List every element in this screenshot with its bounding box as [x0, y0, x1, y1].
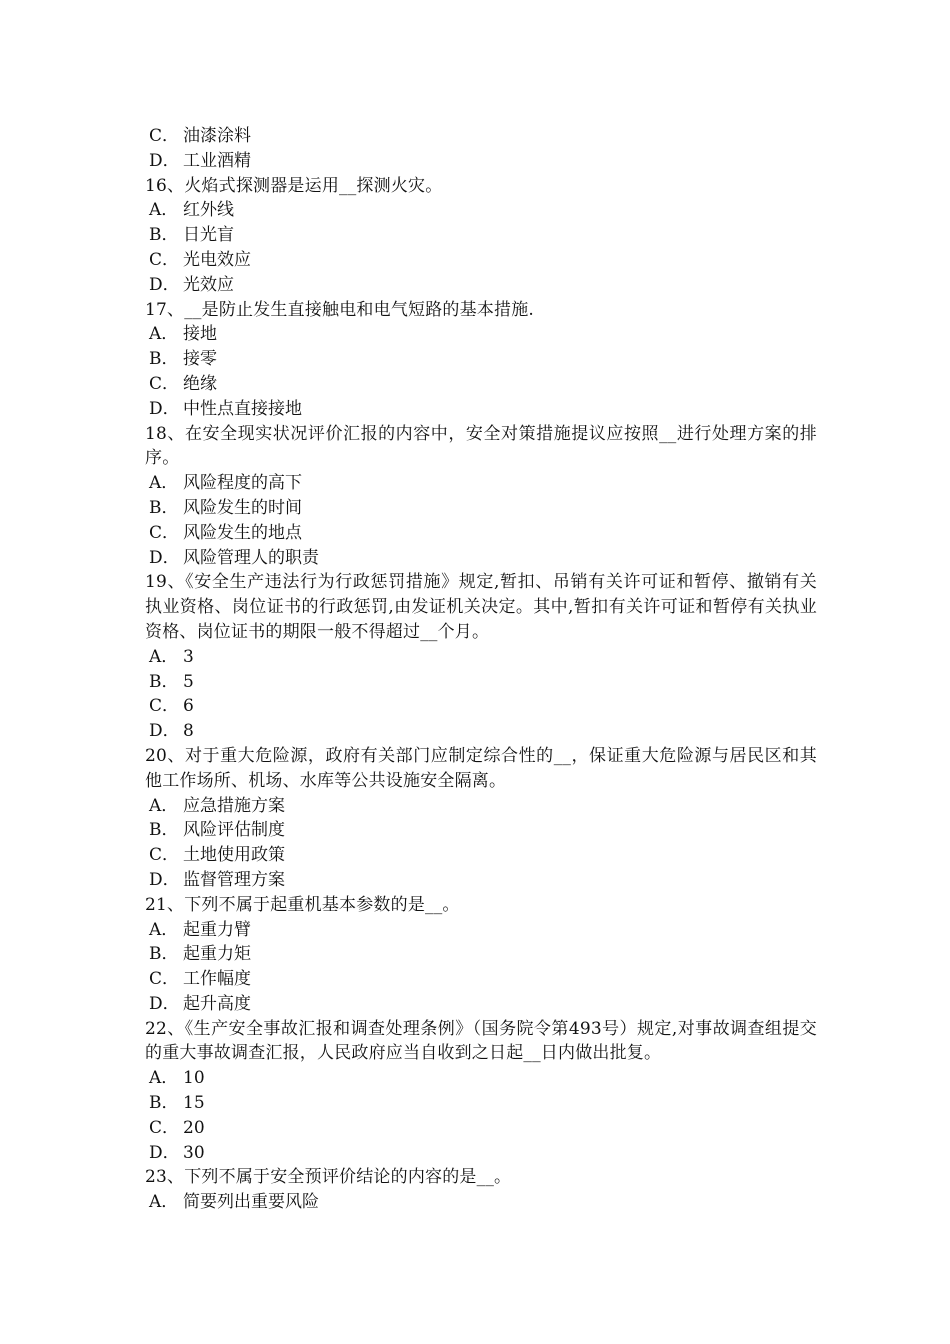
option-letter: A．	[149, 200, 179, 221]
answer-option	[145, 149, 817, 174]
option-text: 6	[183, 696, 194, 717]
option-letter: D．	[149, 398, 180, 419]
answer-option	[145, 1066, 817, 1091]
option-text: 起重力臂	[183, 919, 251, 940]
option-text: 油漆涂料	[183, 126, 251, 146]
option-text: 风险程度的高下	[183, 473, 302, 494]
question-stem: 16、火焰式探测器是运用__探测火灾。	[145, 175, 443, 196]
option-text: 8	[183, 721, 194, 742]
option-text: 接零	[183, 349, 217, 370]
answer-option	[145, 223, 817, 248]
option-text: 日光盲	[183, 225, 234, 246]
option-text: 红外线	[183, 200, 234, 221]
option-letter: B．	[149, 225, 179, 246]
option-text: 光电效应	[183, 249, 251, 270]
answer-option	[145, 868, 817, 893]
option-letter: C．	[149, 522, 180, 543]
option-text: 风险评估制度	[183, 820, 285, 841]
option-text: 土地使用政策	[183, 845, 285, 866]
option-letter: D．	[149, 993, 180, 1014]
answer-option	[145, 372, 817, 397]
option-letter: B．	[149, 349, 179, 370]
option-text: 风险管理人的职责	[183, 547, 319, 568]
question-stem: 23、下列不属于安全预评价结论的内容的是__。	[145, 1167, 512, 1188]
option-text: 5	[183, 671, 194, 692]
option-text: 监督管理方案	[183, 869, 285, 890]
option-letter: D．	[149, 1142, 180, 1163]
option-letter: A．	[149, 324, 179, 345]
answer-option	[145, 843, 817, 868]
answer-option	[145, 719, 817, 744]
answer-option	[145, 942, 817, 967]
option-text: 工业酒精	[183, 150, 251, 171]
option-letter: C．	[149, 969, 180, 990]
option-letter: C．	[149, 126, 180, 146]
option-text: 3	[183, 646, 194, 667]
answer-option	[145, 918, 817, 943]
option-letter: D．	[149, 150, 180, 171]
option-letter: C．	[149, 1117, 180, 1138]
question-stem: 22、《生产安全事故汇报和调查处理条例》（国务院令第493号）规定,对事故调查组提交的重大事故调查汇报，人民政府应当自收到之日起__日内做出批复。	[145, 1018, 817, 1064]
answer-option	[145, 248, 817, 273]
answer-option	[145, 496, 817, 521]
option-text: 绝缘	[183, 373, 217, 394]
option-letter: B．	[149, 497, 179, 518]
option-letter: B．	[149, 671, 179, 692]
option-letter: A．	[149, 473, 179, 494]
answer-option	[145, 546, 817, 571]
option-letter: B．	[149, 944, 179, 965]
answer-option	[145, 794, 817, 819]
option-letter: A．	[149, 795, 179, 816]
option-text: 光效应	[183, 274, 234, 295]
option-letter: A．	[149, 1192, 179, 1213]
answer-option	[145, 1116, 817, 1141]
option-text: 中性点直接接地	[183, 398, 302, 419]
option-text: 工作幅度	[183, 969, 251, 990]
option-text: 简要列出重要风险	[183, 1192, 319, 1213]
question-stem: 17、__是防止发生直接触电和电气短路的基本措施.	[145, 299, 535, 320]
answer-option	[145, 645, 817, 670]
answer-option	[145, 992, 817, 1017]
option-text: 风险发生的时间	[183, 497, 302, 518]
option-text: 起重力矩	[183, 944, 251, 965]
option-letter: D．	[149, 869, 180, 890]
answer-option	[145, 273, 817, 298]
answer-option	[145, 198, 817, 223]
option-text: 接地	[183, 324, 217, 345]
option-letter: A．	[149, 646, 179, 667]
answer-option	[145, 397, 817, 422]
option-letter: C．	[149, 249, 180, 270]
answer-option	[145, 1141, 817, 1166]
option-text: 起升高度	[183, 993, 251, 1014]
option-letter: B．	[149, 1093, 179, 1114]
question-stem: 21、下列不属于起重机基本参数的是__。	[145, 894, 460, 915]
option-text: 风险发生的地点	[183, 522, 302, 543]
answer-option	[145, 1091, 817, 1116]
answer-option	[145, 521, 817, 546]
answer-option	[145, 1190, 817, 1215]
document-page	[145, 124, 817, 1215]
question-stem: 19、《安全生产违法行为行政惩罚措施》规定,暂扣、吊销有关许可证和暂停、撤销有关执业资格、岗位证书的行政惩罚,由发证机关决定。其中,暂扣有关许可证和暂停有关执业资格、岗位证书的期限一般不得超过__个月。	[145, 572, 817, 642]
answer-option	[145, 670, 817, 695]
option-letter: D．	[149, 721, 180, 742]
question-stem: 18、在安全现实状况评价汇报的内容中，安全对策措施提议应按照__进行处理方案的排序。	[145, 423, 817, 469]
option-letter: A．	[149, 1068, 179, 1089]
answer-option	[145, 322, 817, 347]
option-letter: D．	[149, 274, 180, 295]
answer-option	[145, 967, 817, 992]
answer-option	[145, 471, 817, 496]
option-letter: A．	[149, 919, 179, 940]
option-letter: B．	[149, 820, 179, 841]
option-letter: D．	[149, 547, 180, 568]
answer-option	[145, 124, 817, 149]
answer-option	[145, 347, 817, 372]
option-letter: C．	[149, 845, 180, 866]
option-text: 应急措施方案	[183, 795, 285, 816]
option-text: 15	[183, 1093, 205, 1114]
option-text: 20	[183, 1117, 205, 1138]
option-text: 30	[183, 1142, 205, 1163]
option-letter: C．	[149, 373, 180, 394]
option-letter: C．	[149, 696, 180, 717]
answer-option	[145, 694, 817, 719]
answer-option	[145, 818, 817, 843]
option-text: 10	[183, 1068, 205, 1089]
question-stem: 20、对于重大危险源，政府有关部门应制定综合性的__，保证重大危险源与居民区和其他工作场所、机场、水库等公共设施安全隔离。	[145, 745, 817, 791]
